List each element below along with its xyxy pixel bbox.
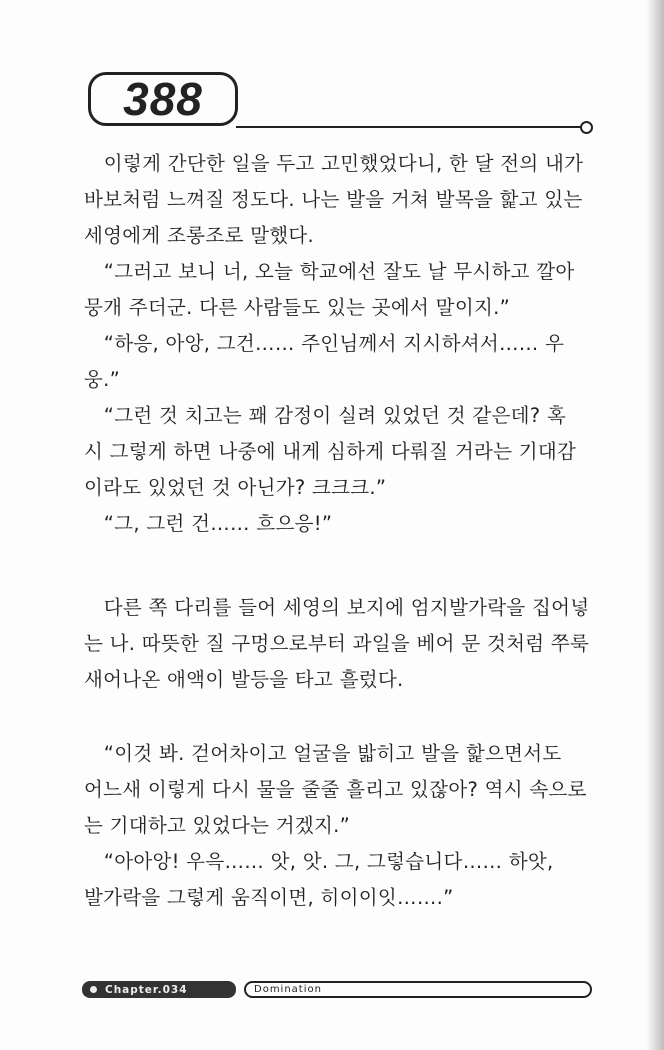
header-rule bbox=[236, 126, 582, 128]
text-line: 이렇게 간단한 일을 두고 고민했었다니, 한 달 전의 내가 bbox=[84, 152, 584, 175]
header-rule-end-circle bbox=[580, 121, 593, 134]
text-line: “그러고 보니 너, 오늘 학교에선 잘도 날 무시하고 깔아 bbox=[84, 260, 575, 283]
text-line: 는 나. 따뜻한 질 구멍으로부터 과일을 베어 문 것처럼 쭈룩 bbox=[84, 632, 590, 655]
text-line: “아아앙! 우윽…… 앗, 앗. 그, 그렇습니다…… 하앗, bbox=[84, 850, 554, 873]
text-line: 웅.” bbox=[84, 368, 121, 391]
book-title: Domination bbox=[254, 984, 322, 995]
text-line: 바보처럼 느껴질 정도다. 나는 발을 거쳐 발목을 핥고 있는 bbox=[84, 188, 583, 211]
bullet-icon bbox=[90, 986, 97, 993]
text-line: “그, 그런 건…… 흐으응!” bbox=[84, 512, 333, 535]
text-line: 시 그렇게 하면 나중에 내게 심하게 다뤄질 거라는 기대감 bbox=[84, 440, 577, 463]
text-line: “이것 봐. 걷어차이고 얼굴을 밟히고 발을 핥으면서도 bbox=[84, 742, 562, 765]
text-line: 는 기대하고 있었다는 거겠지.” bbox=[84, 814, 351, 837]
text-line: 다른 쪽 다리를 들어 세영의 보지에 엄지발가락을 집어넣 bbox=[84, 596, 590, 619]
text-line: 세영에게 조롱조로 말했다. bbox=[84, 224, 315, 247]
chapter-text: Chapter.034 bbox=[105, 983, 188, 996]
book-title-box bbox=[244, 981, 592, 998]
text-line: 어느새 이렇게 다시 물을 줄줄 흘리고 있잖아? 역시 속으로 bbox=[84, 778, 587, 801]
text-line: 이라도 있었던 것 아닌가? 크크크.” bbox=[84, 476, 387, 499]
text-line: “그런 것 치고는 꽤 감정이 실려 있었던 것 같은데? 혹 bbox=[84, 404, 567, 427]
page-number-box bbox=[88, 72, 238, 126]
page-edge-shadow bbox=[646, 0, 664, 1050]
text-line: 발가락을 그렇게 움직이면, 히이이잇…….” bbox=[84, 886, 454, 909]
page-number: 388 bbox=[123, 73, 203, 125]
text-line: “하응, 아앙, 그건…… 주인님께서 지시하셔서…… 우 bbox=[84, 332, 565, 355]
text-block-2 bbox=[84, 590, 604, 698]
text-line: 뭉개 주더군. 다른 사람들도 있는 곳에서 말이지.” bbox=[84, 296, 510, 319]
text-line: 새어나온 애액이 발등을 타고 흘렀다. bbox=[84, 668, 404, 691]
chapter-label bbox=[82, 981, 236, 998]
text-block-3 bbox=[84, 736, 604, 916]
text-block-1 bbox=[84, 146, 604, 542]
